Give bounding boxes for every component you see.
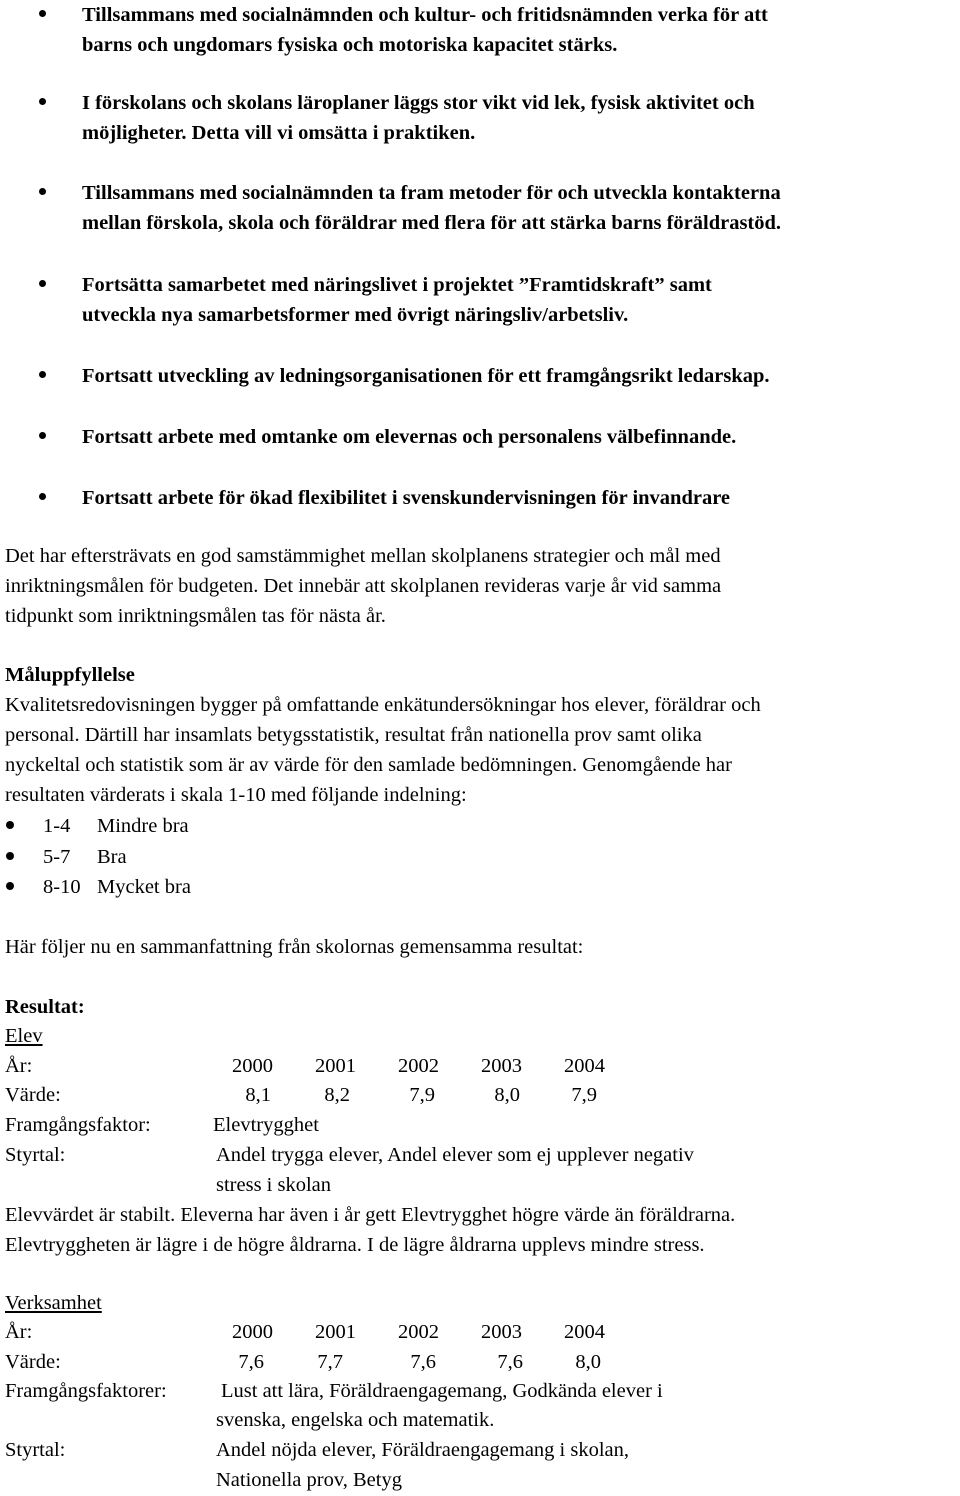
year-cell: 2002 [398,1321,439,1343]
bullet-icon [39,432,46,439]
paragraph-line: nyckeltal och statistik som är av värde för den samlade bedömningen. Genomgående har [5,754,732,776]
list-item-text: mellan förskola, skola och föräldrar med flera för att stärka barns föräldrastöd. [82,212,782,234]
verksamhet-title: Verksamhet [5,1292,102,1314]
bullet-icon [6,821,14,829]
value-cell: 7,7 [317,1351,343,1373]
maluppfyllelse-paragraph [5,690,957,810]
list-item-text: barns och ungdomars fysiska och motoriska kapacitet stärks. [82,34,618,56]
styrtal-value: Nationella prov, Betyg [216,1469,402,1491]
bullet-icon [39,493,46,500]
results-heading: Resultat: [5,996,85,1018]
paragraph-line: personal. Därtill har insamlats betygsstatistik, resultat från nationella prov samt olika [5,724,702,746]
styrtal-label: Styrtal: [5,1144,66,1166]
bullet-icon [39,280,46,287]
bullet-icon [39,98,46,105]
verksamhet-styrtal-row [5,1435,955,1465]
elev-factor-row [5,1110,955,1140]
list-item-text: Fortsätta samarbetet med näringslivet i projektet ”Framtidskraft” samt [82,274,712,296]
value-cell: 7,6 [497,1351,523,1373]
bullet-icon [6,852,14,860]
value-cell: 8,0 [575,1351,601,1373]
year-cell: 2003 [481,1055,522,1077]
strategy-paragraph [5,541,957,631]
comment-line: Elevtryggheten är lägre i de högre åldrarna. I de lägre åldrarna upplevs mindre stress. [5,1234,705,1256]
year-label: År: [5,1321,33,1343]
factor-label: Framgångsfaktor: [5,1114,151,1136]
scale-label: Mycket bra [97,876,191,898]
elev-styrtal-row-cont [5,1170,955,1200]
bullet-icon [39,10,46,17]
paragraph-line: Det har eftersträvats en god samstämmighet mellan skolplanens strategier och mål med [5,545,721,567]
value-cell: 7,6 [410,1351,436,1373]
value-label: Värde: [5,1084,61,1106]
value-cell: 8,0 [494,1084,520,1106]
list-item-text: Tillsammans med socialnämnden och kultur- och fritidsnämnden verka för att [82,4,768,26]
comment-line: Elevvärdet är stabilt. Eleverna har även i år gett Elevtrygghet högre värde än föräldrarna. [5,1204,736,1226]
list-item-text: möjligheter. Detta vill vi omsätta i praktiken. [82,122,476,144]
bullet-icon [39,188,46,195]
verksamhet-factor-row [5,1376,955,1406]
value-cell: 7,9 [409,1084,435,1106]
styrtal-value: Andel nöjda elever, Föräldraengagemang i skolan, [216,1439,630,1461]
verksamhet-values-row [5,1347,955,1377]
paragraph-line: resultaten värderats i skala 1-10 med följande indelning: [5,784,467,806]
year-cell: 2001 [315,1321,356,1343]
factor-label: Framgångsfaktorer: [5,1380,167,1402]
list-item-text: I förskolans och skolans läroplaner läggs stor vikt vid lek, fysisk aktivitet och [82,92,755,114]
styrtal-value: stress i skolan [216,1174,332,1196]
styrtal-value: Andel trygga elever, Andel elever som ej upplever negativ [216,1144,694,1166]
verksamhet-factor-row-cont [5,1405,955,1435]
year-cell: 2000 [232,1055,273,1077]
year-cell: 2004 [564,1055,605,1077]
year-cell: 2001 [315,1055,356,1077]
list-item-text: Tillsammans med socialnämnden ta fram metoder för och utveckla kontakterna [82,182,781,204]
scale-label: Mindre bra [97,815,189,837]
value-label: Värde: [5,1351,61,1373]
elev-values-row [5,1080,955,1110]
value-cell: 7,9 [571,1084,597,1106]
elev-title: Elev [5,1025,43,1047]
year-cell: 2003 [481,1321,522,1343]
list-item-text: Fortsatt utveckling av ledningsorganisationen för ett framgångsrikt ledarskap. [82,365,770,387]
verksamhet-years-row [5,1317,955,1347]
year-cell: 2004 [564,1321,605,1343]
styrtal-label: Styrtal: [5,1439,66,1461]
factor-value: svenska, engelska och matematik. [216,1409,495,1431]
value-cell: 7,6 [238,1351,264,1373]
value-cell: 8,1 [245,1084,271,1106]
elev-styrtal-row [5,1140,955,1170]
bullet-icon [39,371,46,378]
paragraph-line: inriktningsmålen för budgeten. Det innebär att skolplanen revideras varje år vid samma [5,575,722,597]
year-label: År: [5,1055,33,1077]
list-item-text: Fortsatt arbete för ökad flexibilitet i svenskundervisningen för invandrare [82,487,731,509]
scale-range: 1-4 [43,815,71,837]
section-heading: Måluppfyllelse [5,664,135,686]
bullet-icon [6,882,14,890]
list-item-text: Fortsatt arbete med omtanke om elevernas och personalens välbefinnande. [82,426,737,448]
year-cell: 2002 [398,1055,439,1077]
verksamhet-styrtal-row-cont [5,1465,955,1495]
value-cell: 8,2 [324,1084,350,1106]
scale-label: Bra [97,846,127,868]
factor-value: Lust att lära, Föräldraengagemang, Godkända elever i [221,1380,663,1402]
summary-intro: Här följer nu en sammanfattning från skolornas gemensamma resultat: [5,936,584,958]
scale-range: 8-10 [43,876,81,898]
list-item-text: utveckla nya samarbetsformer med övrigt näringsliv/arbetsliv. [82,304,629,326]
scale-range: 5-7 [43,846,71,868]
year-cell: 2000 [232,1321,273,1343]
elev-comments [5,1200,957,1260]
factor-value: Elevtrygghet [213,1114,319,1136]
elev-years-row [5,1051,955,1081]
paragraph-line: tidpunkt som inriktningsmålen tas för nästa år. [5,605,386,627]
paragraph-line: Kvalitetsredovisningen bygger på omfattande enkätundersökningar hos elever, föräldrar och [5,694,761,716]
